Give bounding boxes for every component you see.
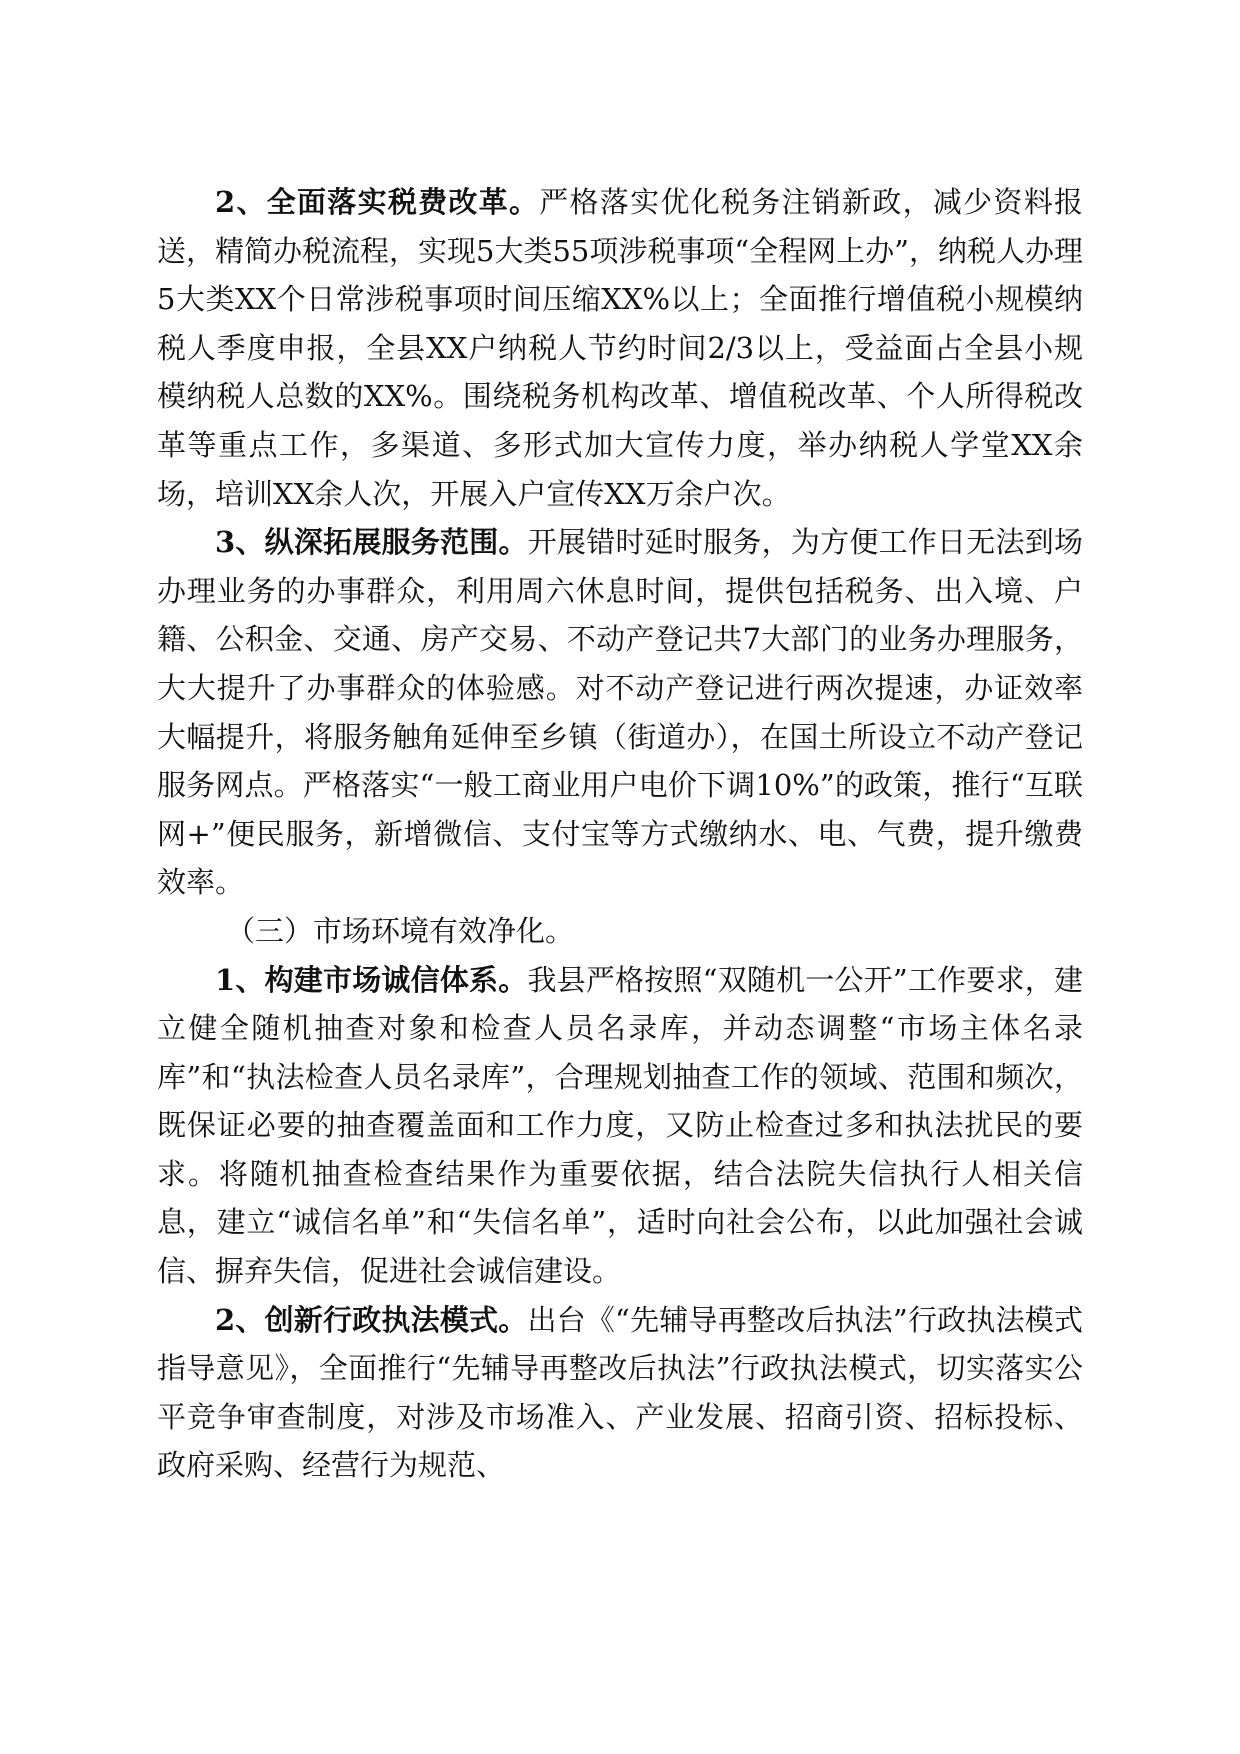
paragraph-tax-reform (157, 178, 1083, 518)
section-heading-market-environment: （三）市场环境有效净化。 (226, 913, 575, 948)
document-page (157, 178, 1083, 1490)
paragraph-body: 我县严格按照“双随机一公开”工作要求，建立健全随机抽查对象和检查人员名录库，并动态调整“市场主体名录库”和“执法检查人员名录库”，合理规划抽查工作的领域、范围和频次，既保证必要的抽查覆盖面和工作力度，又防止检查过多和执法扰民的要求。将随机抽查检查结果作为重要依据，结合法院失信执行人相关信息，建立“诚信名单”和“失信名单”，适时向社会公布，以此加强社会诚信、摒弃失信，促进社会诚信建设。 (157, 962, 1083, 1289)
paragraph-lead: 2、全面落实税费改革。 (215, 185, 540, 219)
paragraph-service-scope (157, 518, 1083, 907)
paragraph-lead: 3、纵深拓展服务范围。 (215, 525, 528, 560)
paragraph-body: 开展错时延时服务，为方便工作日无法到场办理业务的办事群众，利用周六休息时间，提供包括税务、出入境、户籍、公积金、交通、房产交易、不动产登记共7大部门的业务办理服务，大大提升了办事群众的体验感。对不动产登记进行两次提速，办证效率大幅提升，将服务触角延伸至乡镇（街道办），在国土所设立不动产登记服务网点。严格落实“一般工商业用户电价下调10%”的政策，推行“互联网+”便民服务，新增微信、支付宝等方式缴纳水、电、气费，提升缴费效率。 (157, 525, 1083, 900)
paragraph-lead: 2、创新行政执法模式。 (215, 1302, 528, 1337)
paragraph-credit-system (157, 956, 1083, 1296)
paragraph-enforcement-mode (157, 1296, 1083, 1490)
paragraph-body: 出台《“先辅导再整改后执法”行政执法模式指导意见》，全面推行“先辅导再整改后执法”行政执法模式，切实落实公平竞争审查制度，对涉及市场准入、产业发展、招商引资、招标投标、政府采购、经营行为规范、 (157, 1302, 1083, 1483)
paragraph-lead: 1、构建市场诚信体系。 (215, 962, 528, 997)
paragraph-body: 严格落实优化税务注销新政，减少资料报送，精简办税流程，实现5大类55项涉税事项“全程网上办”，纳税人办理5大类XX个日常涉税事项时间压缩XX%以上；全面推行增值税小规模纳税人季度申报，全县XX户纳税人节约时间2/3以上，受益面占全县小规模纳税人总数的XX%。围绕税务机构改革、增值税改革、个人所得税改革等重点工作，多渠道、多形式加大宣传力度，举办纳税人学堂XX余场，培训XX余人次，开展入户宣传XX万余户次。 (157, 185, 1084, 511)
